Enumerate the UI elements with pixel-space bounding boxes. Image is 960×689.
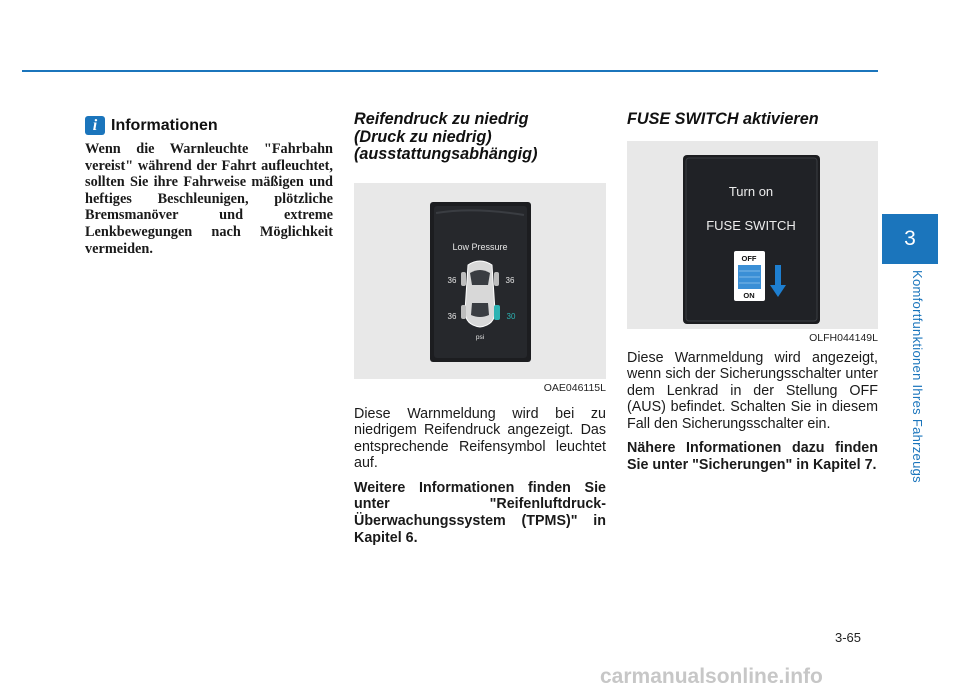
unit-psi: psi	[475, 333, 485, 341]
on-label: ON	[743, 290, 755, 300]
chapter-number-tab: 3	[882, 214, 938, 264]
fuse-turn-on-text: Turn on	[728, 183, 774, 199]
fuse-figure-code: OLFH044149L	[809, 331, 878, 344]
off-label: OFF	[741, 253, 757, 263]
fuse-switch-illustration	[627, 141, 878, 329]
fuse-para-1: Diese Warnmeldung wird angezeigt, wenn sich der Sicherungsschalter unter dem Lenkrad in der Stellung OFF (AUS) befindet. Schalten Sie in diesem Fall den Sicherungsschalter ein.	[627, 349, 878, 432]
tire-section	[354, 111, 606, 554]
tire-fr-icon	[494, 272, 499, 286]
fuse-figure	[627, 141, 878, 329]
tire-figure-code: OAE046115L	[543, 381, 606, 394]
info-body: Wenn die Warnleuchte "Fahrbahn vereist" während der Fahrt aufleuchtet, sollten Sie ihre Fahrweise mäßigen und heftiges Beschleunigen, plötzliche Bremsmanöver und extreme Lenkbewegungen nach Möglichkeit vermeiden.	[85, 141, 333, 257]
car-top-view-icon	[465, 261, 495, 327]
fuse-switch-text: FUSE SWITCH	[706, 217, 796, 233]
tire-display-illustration	[354, 183, 606, 379]
tire-section-title: Reifendruck zu niedrig (Druck zu niedrig) (ausstattungsabhängig)	[354, 110, 538, 163]
watermark: carmanualsonline.info	[600, 665, 823, 688]
top-rule	[22, 70, 878, 72]
fuse-section	[627, 111, 878, 482]
page-number: 3-65	[835, 630, 862, 645]
fuse-section-title: FUSE SWITCH aktivieren	[627, 110, 819, 128]
tire-fl-value: 36	[447, 275, 457, 285]
tire-para-2: Weitere Informationen finden Sie unter "Reifenluftdruck-Überwachungssystem (TPMS)" in Kapitel 6.	[354, 479, 606, 546]
fuse-para-2: Nähere Informationen dazu finden Sie unter "Sicherungen" in Kapitel 7.	[627, 440, 878, 474]
tire-para-1: Diese Warnmeldung wird bei zu niedrigem Reifendruck angezeigt. Das entsprechende Reifensymbol leuchtet auf.	[354, 405, 606, 472]
tire-fl-icon	[461, 272, 466, 286]
info-title: Informationen	[111, 116, 218, 134]
tire-rr-value: 30	[506, 311, 516, 321]
info-box	[85, 116, 333, 257]
chapter-name: Komfortfunktionen Ihres Fahrzeugs	[910, 270, 925, 483]
tire-fr-value: 36	[505, 275, 515, 285]
low-pressure-text: Low Pressure	[452, 241, 508, 252]
tire-rl-icon	[461, 305, 466, 319]
fuse-switch-icon	[734, 251, 765, 301]
tire-rr-low-icon	[494, 305, 500, 320]
info-icon: i	[85, 116, 105, 135]
tire-rl-value: 36	[447, 311, 457, 321]
tire-figure	[354, 183, 606, 379]
info-header	[85, 116, 333, 135]
